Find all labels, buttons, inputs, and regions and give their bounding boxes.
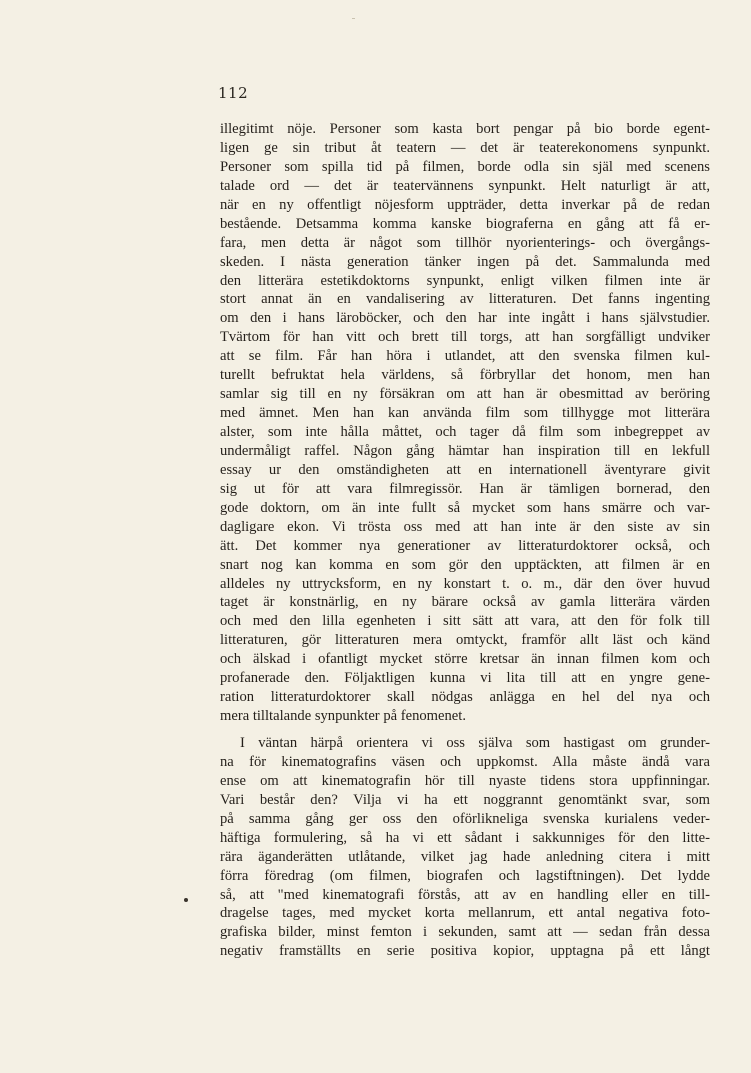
text-line: Personer som spilla tid på filmen, borde odla sin själ med scenens (220, 158, 710, 175)
text-line: snart nog kan komma en som gör den upptäckten, att filmen är en (220, 556, 710, 573)
text-line: bestående. Detsamma komma kanske biograferna en gång att få er- (220, 215, 710, 232)
text-line: taget är konstnärlig, en ny bärare också av gamla litterära värden (220, 594, 710, 611)
text-line: alldeles ny uttrycksform, en ny konstart t. o. m., där den över huvud (220, 575, 710, 592)
text-line: dragelse tages, med mycket korta mellanrum, ett antal negativa foto- (220, 905, 710, 922)
text-line: Vari består den? Vilja vi ha ett noggrannt genomtänkt svar, som (220, 791, 710, 808)
text-line: mera tilltalande synpunkter på fenomenet. (220, 708, 466, 725)
text-line: rära äganderätten utlåtande, vilket jag hade anledning citera i mitt (220, 848, 710, 865)
text-line: att se film. Får han höra i utlandet, att den svenska filmen kul- (220, 348, 710, 365)
text-line: talade ord — det är teatervännens synpunkt. Helt naturligt är att, (220, 177, 710, 194)
text-line: häftiga formulering, så ha vi ett sådant i sakkunniges för den litte- (220, 829, 710, 846)
text-line: stort annat än en vandalisering av litteraturen. Det fanns ingenting (220, 291, 710, 308)
text-line: ense om att kinematografin hör till nyaste tidens stora uppfinningar. (220, 772, 710, 789)
text-line: förra föredrag (om filmen, biografen och lagstiftningen). Det lydde (220, 867, 710, 884)
paragraph-gap (220, 726, 710, 734)
text-line: dagligare ekon. Vi trösta oss med att han inte är den siste av sin (220, 518, 710, 535)
text-line: undermåligt raffel. Någon gång hämtar han inspiration till en lekfull (220, 442, 710, 459)
text-line: fara, men detta är något som tillhör nyorienterings- och övergångs- (220, 234, 710, 251)
text-line: på samma gång ger oss den oförlikneliga svenska kurialens veder- (220, 810, 710, 827)
text-line: ätt. Det kommer nya generationer av litteraturdoktorer också, och (220, 537, 710, 554)
text-line: essay ur den omständigheten att en internationell äventyrare givit (220, 461, 710, 478)
text-line: illegitimt nöje. Personer som kasta bort pengar på bio borde egent- (220, 121, 710, 137)
text-line: na för kinematografins väsen och uppkomst. Alla måste ändå vara (220, 753, 710, 770)
text-line: alster, som inte hålla måttet, och tager då film som inbegreppet av (220, 424, 710, 440)
text-line: med ämnet. Men han kan använda film som tillhygge mot litterära (220, 405, 710, 422)
text-line: så, att "med kinematografi förstås, att av en handling eller en till- (220, 886, 710, 903)
text-line: om den i hans läroböcker, och den har inte ingått i hans självstudier. (220, 310, 710, 327)
paper-mark (352, 18, 355, 19)
text-line: när en ny offentligt nöjesform uppträder, detta inverkar på de redan (220, 196, 710, 213)
text-line: negativ framställts en serie positiva kopior, upptagna på ett långt (220, 943, 710, 960)
text-line: den litterära estetikdoktorns synpunkt, enligt vilken filmen inte är (220, 272, 710, 289)
text-line: Tvärtom för han vitt och brett till torgs, att han sorgfälligt undviker (220, 329, 710, 346)
text-line: och med den lilla egenheten i sitt sätt att vara, att den för folk till (220, 613, 710, 630)
text-line: ligen ge sin tribut åt teatern — det är teaterekonomens synpunkt. (220, 139, 710, 156)
body-text (220, 120, 710, 961)
page-number: 112 (218, 84, 249, 102)
text-line: profanerade den. Följaktligen kunna vi lita till att en yngre gene- (220, 670, 710, 687)
text-line: grafiska bilder, minst femton i sekunden, samt att — sedan från dessa (220, 924, 710, 941)
text-line: I väntan härpå orientera vi oss själva som hastigast om grunder- (240, 735, 710, 751)
text-line: turellt befruktat hela världens, så förbryllar det honom, men han (220, 367, 710, 384)
text-line: litteraturen, gör litteraturen mera omtyckt, framför allt läst och känd (220, 632, 710, 649)
text-line: ration litteraturdoktorer skall nödgas anlägga en hel del nya och (220, 689, 710, 706)
text-line: samlar sig till en ny försäkran om att han är obesmittad av beröring (220, 386, 710, 403)
text-line: gode doktorn, om än inte fullt så mycket som hans smärre och var- (220, 499, 710, 516)
text-line: skeden. I nästa generation tänker ingen på det. Sammalunda med (220, 253, 710, 270)
text-line: sig ut för att vara filmregissör. Han är tämligen bornerad, den (220, 480, 710, 497)
text-line: och älskad i ofantligt mycket större kretsar än innan filmen kom och (220, 651, 710, 668)
margin-dot (184, 898, 188, 902)
